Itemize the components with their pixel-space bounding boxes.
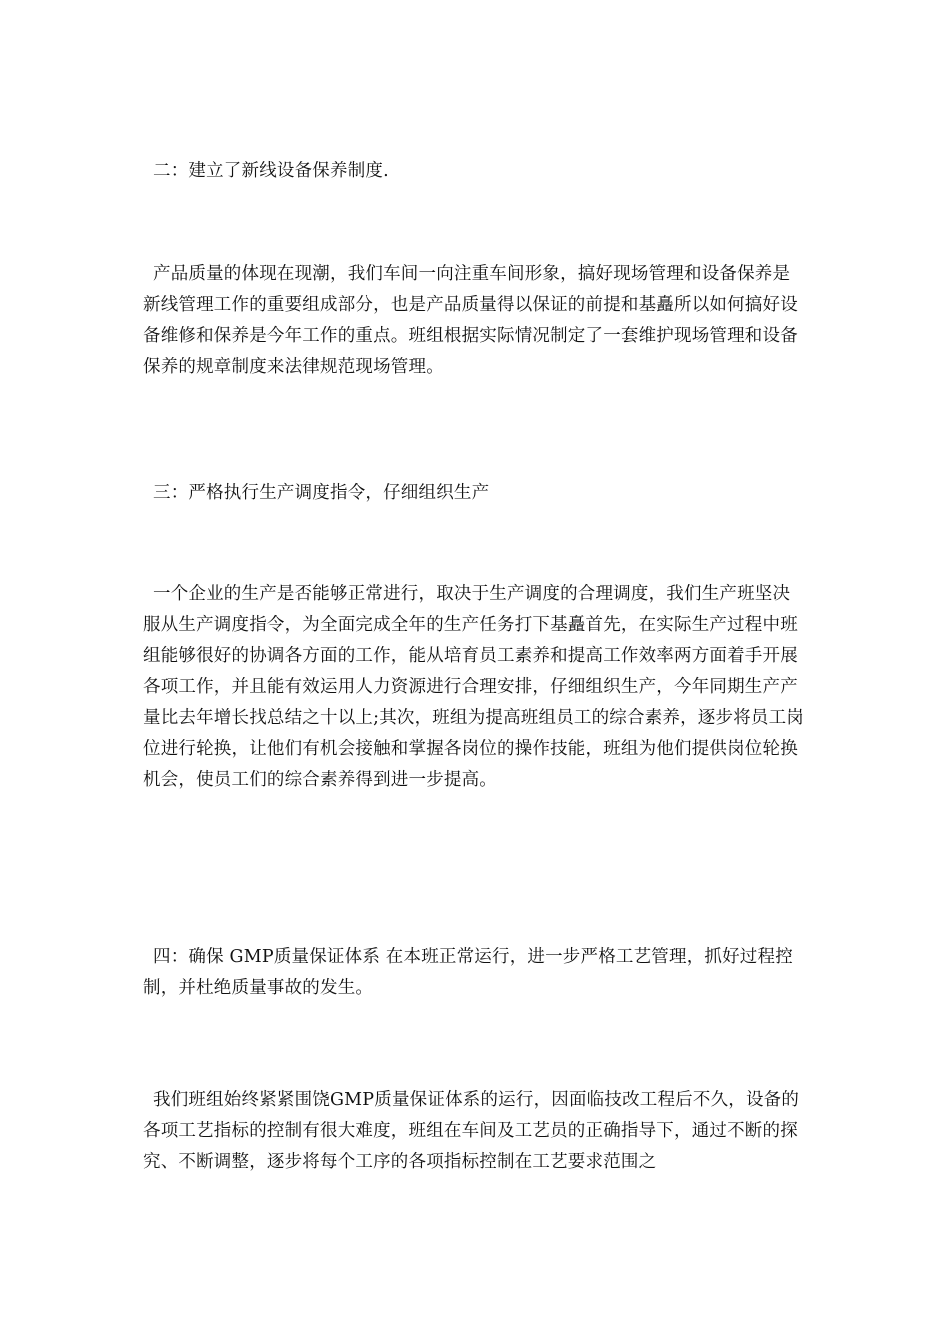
- section-paragraph-2: 产品质量的体现在现潮，我们车间一向注重车间形象，搞好现场管理和设备保养是新线管理工作的重要组成部分，也是产品质量得以保证的前提和基矗所以如何搞好设备维修和保养是今年工作的重点。班组根据实际情况制定了一套维护现场管理和设备保养的规章制度来法律规范现场管理。: [143, 264, 798, 377]
- section-heading-3: 三：严格执行生产调度指令，仔细组织生产: [153, 483, 490, 503]
- section-paragraph-4: 我们班组始终紧紧围饶GMP质量保证体系的运行，因面临技改工程后不久，设备的各项工艺指标的控制有很大难度，班组在车间及工艺员的正确指导下，通过不断的探究、不断调整，逐步将每个工序的各项指标控制在工艺要求范围之: [143, 1090, 800, 1172]
- section-heading-4: 四：确保 GMP质量保证体系 在本班正常运行，进一步严格工艺管理，抓好过程控制，并杜绝质量事故的发生。: [143, 947, 793, 998]
- section-heading-2: 二：建立了新线设备保养制度.: [153, 161, 389, 181]
- section-paragraph-3: 一个企业的生产是否能够正常进行，取决于生产调度的合理调度，我们生产班坚决服从生产调度指令，为全面完成全年的生产任务打下基矗首先，在实际生产过程中班组能够很好的协调各方面的工作，能从培育员工素养和提高工作效率两方面着手开展各项工作，并且能有效运用人力资源进行合理安排，仔细组织生产，今年同期生产产量比去年增长找总结之十以上;其次，班组为提高班组员工的综合素养，逐步将员工岗位进行轮换，让他们有机会接触和掌握各岗位的操作技能，班组为他们提供岗位轮换机会，使员工们的综合素养得到进一步提高。: [143, 584, 804, 790]
